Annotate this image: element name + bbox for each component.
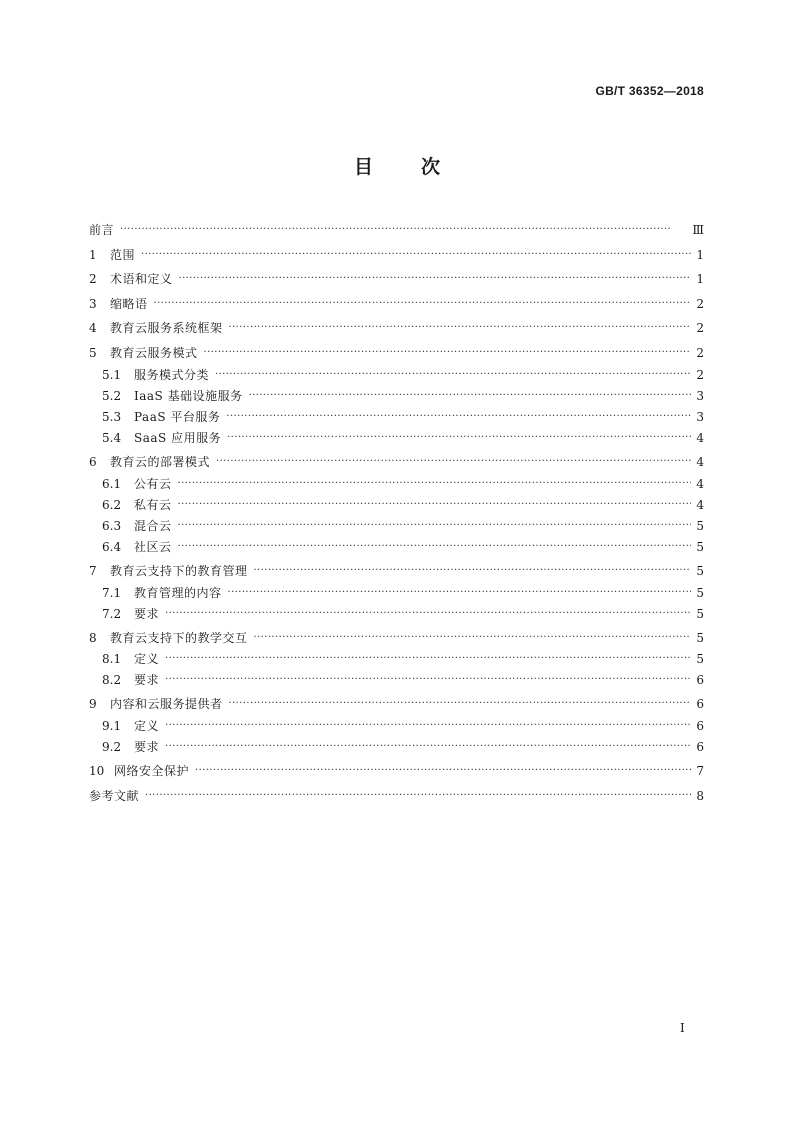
- toc-entry-5-2[interactable]: [89, 385, 704, 403]
- toc-page: 2: [696, 345, 704, 360]
- toc-number: 4: [89, 321, 97, 336]
- dot-leader: [179, 274, 691, 284]
- toc-number: 8.2: [102, 673, 122, 688]
- toc-number: 5.2: [102, 388, 122, 403]
- toc-entry-6-3[interactable]: [89, 515, 704, 533]
- dot-leader: [165, 721, 691, 731]
- dot-leader: [165, 742, 691, 752]
- toc-label: 教育云的部署模式: [110, 454, 211, 469]
- toc-number: 5.3: [102, 409, 122, 424]
- toc-entry-9[interactable]: [89, 690, 704, 711]
- toc-entry-5-3[interactable]: [89, 406, 704, 424]
- toc-page: 4: [696, 497, 704, 512]
- toc-page: 5: [696, 585, 704, 600]
- toc-page: 4: [696, 430, 704, 445]
- toc-entry-references[interactable]: [89, 782, 704, 803]
- toc-label: 教育云支持下的教育管理: [110, 563, 248, 578]
- toc-label: 公有云: [134, 476, 172, 491]
- toc-entry-7-1[interactable]: [89, 582, 704, 600]
- toc-number: 6.3: [102, 518, 122, 533]
- dot-leader: [178, 521, 691, 531]
- dot-leader: [227, 433, 691, 443]
- toc-page: 5: [696, 606, 704, 621]
- toc-entry-8[interactable]: [89, 624, 704, 645]
- dot-leader: [120, 225, 687, 235]
- toc-entry-6-2[interactable]: [89, 494, 704, 512]
- dot-leader: [204, 348, 691, 358]
- dot-leader: [154, 299, 691, 309]
- toc-entry-9-2[interactable]: [89, 736, 704, 754]
- toc-page: 2: [696, 367, 704, 382]
- title-char-right: 次: [421, 156, 441, 178]
- toc-label: 术语和定义: [110, 272, 173, 287]
- toc-page: 6: [696, 673, 704, 688]
- dot-leader: [226, 412, 691, 422]
- dot-leader: [254, 633, 691, 643]
- dot-leader: [178, 479, 691, 489]
- toc-label: 网络安全保护: [114, 764, 190, 779]
- toc-page: 5: [696, 518, 704, 533]
- toc-page: 5: [696, 652, 704, 667]
- toc-entry-4[interactable]: [89, 314, 704, 335]
- toc-page: 1: [696, 272, 704, 287]
- toc-label: 混合云: [134, 518, 172, 533]
- dot-leader: [254, 566, 691, 576]
- page-number: I: [680, 1021, 685, 1035]
- toc-label: SaaS 应用服务: [134, 430, 222, 445]
- toc-label: 教育云支持下的教学交互: [110, 630, 248, 645]
- toc-number: 9.2: [102, 740, 122, 755]
- toc-entry-6-1[interactable]: [89, 473, 704, 491]
- toc-number: 7.1: [102, 585, 122, 600]
- standard-code: GB/T 36352—2018: [595, 84, 704, 98]
- dot-leader: [165, 675, 691, 685]
- toc-entry-5[interactable]: [89, 339, 704, 360]
- toc-page: 7: [696, 764, 704, 779]
- toc-page: Ⅲ: [692, 223, 704, 237]
- toc-entry-6-4[interactable]: [89, 536, 704, 554]
- dot-leader: [145, 791, 691, 801]
- toc-page: 6: [696, 719, 704, 734]
- dot-leader: [178, 542, 691, 552]
- toc-number: 6.4: [102, 539, 122, 554]
- toc-number: 8: [89, 630, 97, 645]
- toc-label: 服务模式分类: [134, 367, 210, 382]
- toc-label: 要求: [134, 606, 160, 621]
- toc-number: 1: [89, 247, 97, 262]
- toc-entry-9-1[interactable]: [89, 715, 704, 733]
- toc-label: 前言: [89, 223, 115, 237]
- toc-page: 3: [696, 388, 704, 403]
- toc-entry-3[interactable]: [89, 290, 704, 311]
- toc-page: 2: [696, 321, 704, 336]
- toc-entry-8-2[interactable]: [89, 669, 704, 687]
- toc-number: 5: [89, 345, 97, 360]
- dot-leader: [229, 699, 691, 709]
- toc-label: 教育管理的内容: [134, 585, 222, 600]
- toc-label: 缩略语: [110, 296, 148, 311]
- toc-number: 7.2: [102, 606, 122, 621]
- toc-entry-2[interactable]: [89, 265, 704, 286]
- toc-number: 8.1: [102, 652, 122, 667]
- dot-leader: [178, 500, 691, 510]
- toc-number: 5.1: [102, 367, 122, 382]
- toc-page: 6: [696, 740, 704, 755]
- toc-label: 教育云服务系统框架: [110, 321, 223, 336]
- toc-page: 3: [696, 409, 704, 424]
- toc-number: 2: [89, 272, 97, 287]
- table-of-contents: [89, 216, 704, 806]
- toc-entry-1[interactable]: [89, 241, 704, 262]
- dot-leader: [141, 250, 691, 260]
- toc-number: 7: [89, 563, 97, 578]
- toc-page: 5: [696, 630, 704, 645]
- toc-entry-5-4[interactable]: [89, 427, 704, 445]
- toc-entry-7[interactable]: [89, 557, 704, 578]
- toc-page: 4: [696, 454, 704, 469]
- toc-label: 教育云服务模式: [110, 345, 198, 360]
- toc-label: 定义: [134, 719, 160, 734]
- toc-number: 5.4: [102, 430, 122, 445]
- toc-label: 要求: [134, 740, 160, 755]
- toc-page: 6: [696, 697, 704, 712]
- toc-entry-10[interactable]: [89, 757, 704, 778]
- toc-number: 3: [89, 296, 97, 311]
- toc-entry-8-1[interactable]: [89, 648, 704, 666]
- toc-number: 6.2: [102, 497, 122, 512]
- toc-entry-6[interactable]: [89, 448, 704, 469]
- dot-leader: [249, 391, 691, 401]
- toc-page: 5: [696, 563, 704, 578]
- toc-label: 要求: [134, 673, 160, 688]
- toc-label: IaaS 基础设施服务: [134, 388, 243, 403]
- dot-leader: [215, 370, 691, 380]
- toc-entry-preface[interactable]: [89, 216, 704, 237]
- toc-number: 9.1: [102, 719, 122, 734]
- dot-leader: [228, 588, 691, 598]
- toc-number: 9: [89, 697, 97, 712]
- toc-page: 8: [696, 788, 704, 803]
- toc-label: 私有云: [134, 497, 172, 512]
- toc-page: 5: [696, 539, 704, 554]
- toc-entry-5-1[interactable]: [89, 364, 704, 382]
- dot-leader: [195, 766, 691, 776]
- dot-leader: [165, 654, 691, 664]
- toc-label: 范围: [110, 247, 136, 262]
- toc-number: 6: [89, 454, 97, 469]
- title-char-left: 目: [353, 156, 373, 178]
- toc-label: 定义: [134, 652, 160, 667]
- toc-label: 参考文献: [89, 788, 140, 803]
- page-title: [0, 152, 794, 179]
- toc-number: 6.1: [102, 476, 122, 491]
- toc-page: 2: [696, 296, 704, 311]
- toc-label: PaaS 平台服务: [134, 409, 221, 424]
- toc-entry-7-2[interactable]: [89, 603, 704, 621]
- dot-leader: [165, 609, 691, 619]
- dot-leader: [229, 323, 691, 333]
- toc-label: 社区云: [134, 539, 172, 554]
- toc-number: 10: [89, 764, 105, 779]
- dot-leader: [216, 457, 691, 467]
- toc-page: 1: [696, 247, 704, 262]
- toc-label: 内容和云服务提供者: [110, 697, 223, 712]
- toc-page: 4: [696, 476, 704, 491]
